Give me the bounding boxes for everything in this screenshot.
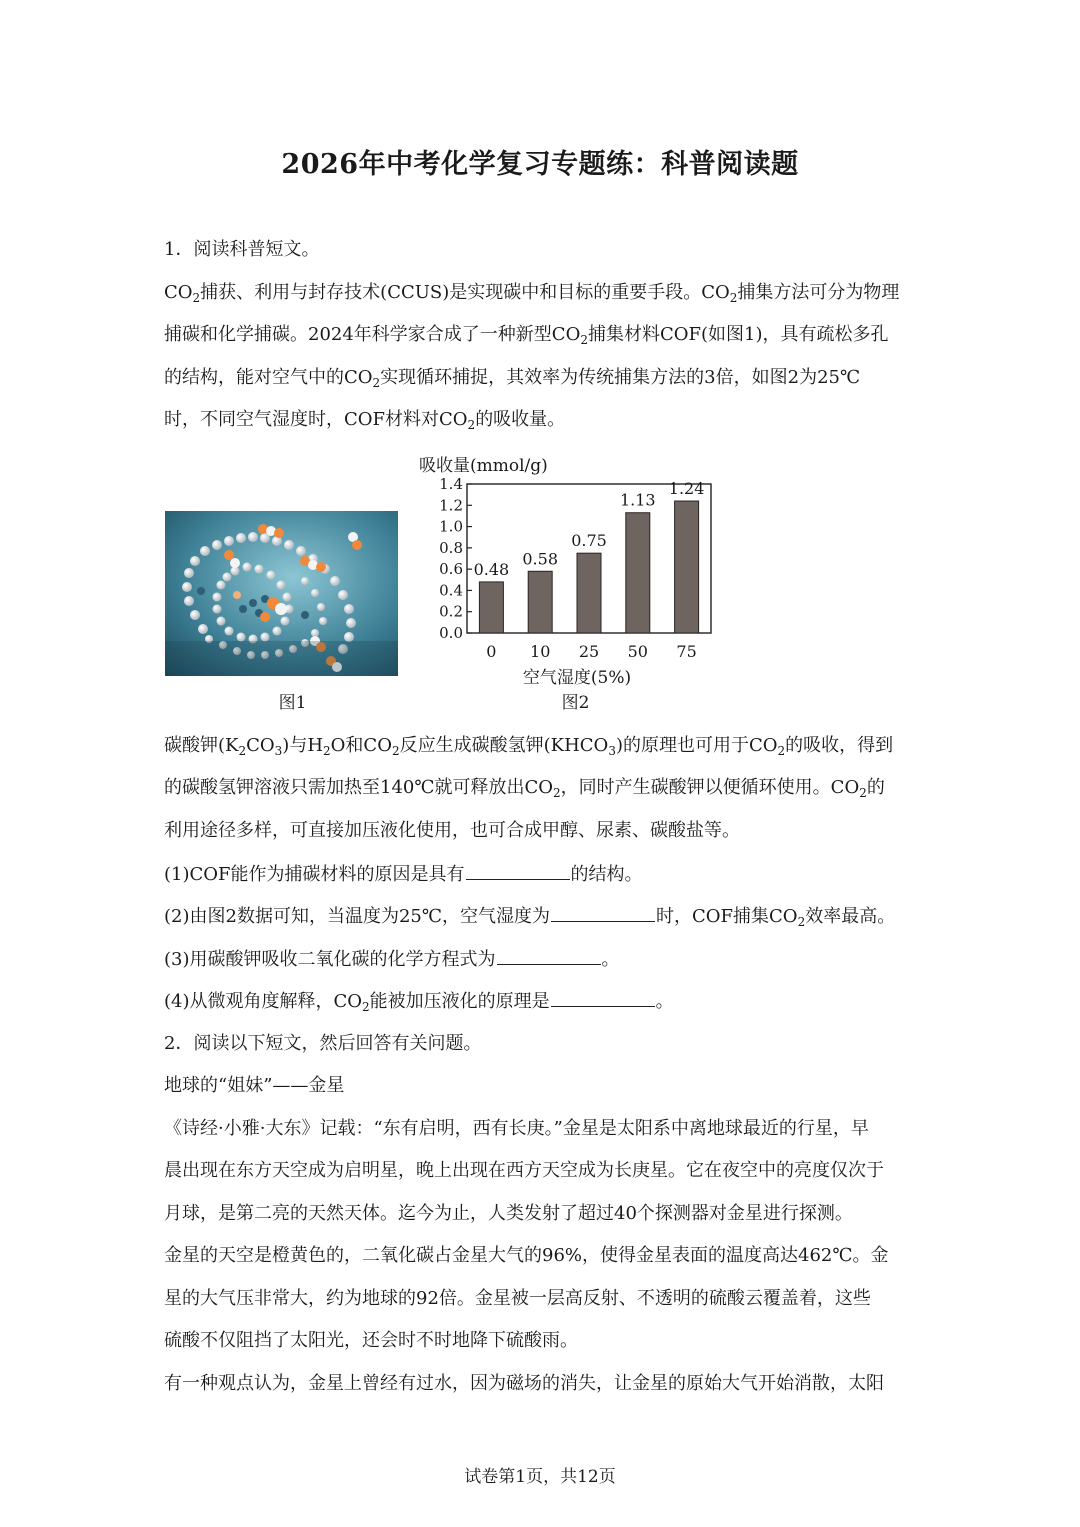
answer-blank-4[interactable] <box>551 988 655 1007</box>
chart-x-tick-label: 0 <box>486 642 497 661</box>
chart-bar-value-label: 0.75 <box>571 531 607 551</box>
chart-y-tick-label: 0.4 <box>439 581 463 600</box>
chart-bar <box>528 571 552 633</box>
chart-y-tick-label: 0.0 <box>439 624 463 642</box>
cof-structure-image <box>165 511 398 676</box>
q2-line-1: 《诗经·小雅·大东》记载：“东有启明，西有长庚。”金星是太阳系中离地球最近的行星，早 <box>164 1118 869 1139</box>
figure-2-caption: 图2 <box>561 693 590 713</box>
q1-para2-line1: 碳酸钾$(K_2CO_3)$与$H_2O$和$CO_2$反应生成碳酸氢钾$(KHCO_3)$的原理也可用于$CO_2$的吸收，得到 <box>164 735 894 758</box>
q2-intro: 2．阅读以下短文，然后回答有关问题。 <box>164 1033 482 1054</box>
chart-y-tick-label: 1.0 <box>439 517 463 536</box>
q2-line-5: 星的大气压非常大，约为地球的92倍。金星被一层高反射、不透明的硫酸云覆盖着，这些 <box>164 1288 871 1309</box>
chart-bar-value-label: 1.13 <box>619 490 656 510</box>
chart-y-tick-label: 1.2 <box>439 496 463 515</box>
q2-line-7: 有一种观点认为，金星上曾经有过水，因为磁场的消失，让金星的原始大气开始消散，太阳 <box>164 1373 884 1394</box>
chart-y-tick-label: 0.8 <box>439 538 463 557</box>
chart-x-axis-label: 空气湿度(5%) <box>522 668 632 688</box>
q2-line-6: 硫酸不仅阻挡了太阳光，还会时不时地降下硫酸雨。 <box>164 1330 578 1351</box>
chart-bar <box>675 501 699 633</box>
chart-x-tick-label: 50 <box>627 642 648 661</box>
chart-bar <box>626 513 650 633</box>
chart-bar <box>479 582 503 633</box>
q1-para1-line1: $CO_2$捕获、利用与封存技术(CCUS)是实现碳中和目标的重要手段。$CO_2$捕集方法可分为物理 <box>164 282 900 305</box>
page-title: 2026年中考化学复习专题练：科普阅读题 <box>281 149 799 180</box>
chart-y-axis-label: 吸收量(mmol/g) <box>419 456 548 476</box>
q2-line-2: 晨出现在东方天空成为启明星，晚上出现在西方天空成为长庚星。它在夜空中的亮度仅次于 <box>164 1160 884 1181</box>
absorption-bar-chart <box>415 450 745 712</box>
q1-intro: 1．阅读科普短文。 <box>164 239 320 260</box>
chart-y-tick-label: 1.4 <box>439 475 463 493</box>
q2-line-3: 月球，是第二亮的天然天体。迄今为止，人类发射了超过40个探测器对金星进行探测。 <box>164 1203 853 1224</box>
q2-line-4: 金星的天空是橙黄色的，二氧化碳占金星大气的96%，使得金星表面的温度高达462℃。金 <box>164 1245 889 1266</box>
q1-sub-question-2: (2)由图2数据可知，当温度为25℃，空气湿度为 时，COF捕集$CO_2$效率最高。 <box>164 903 924 935</box>
chart-bar-value-label: 1.24 <box>668 479 705 499</box>
q1-sub-question-3: (3)用碳酸钾吸收二氧化碳的化学方程式为 。 <box>164 946 924 973</box>
chart-bar-value-label: 0.48 <box>473 559 510 579</box>
q1-para1-line2: 捕碳和化学捕碳。2024年科学家合成了一种新型$CO_2$捕集材料COF(如图1)，具有疏松多孔 <box>164 324 889 347</box>
chart-bar-value-label: 0.58 <box>522 549 559 569</box>
chart-y-tick-label: 0.2 <box>439 602 463 621</box>
chart-x-tick-label: 75 <box>676 642 697 661</box>
answer-blank-2[interactable] <box>551 903 655 922</box>
q1-sub-question-1: (1)COF能作为捕碳材料的原因是具有 的结构。 <box>164 861 924 888</box>
q1-sub-question-4: (4)从微观角度解释，$CO_2$能被加压液化的原理是 。 <box>164 988 924 1020</box>
q1-para2-line3: 利用途径多样，可直接加压液化使用，也可合成甲醇、尿素、碳酸盐等。 <box>164 820 740 841</box>
q1-para1-line4: 时，不同空气湿度时，COF材料对$CO_2$的吸收量。 <box>164 409 566 432</box>
chart-x-tick-label: 25 <box>578 642 600 661</box>
chart-bar <box>577 553 601 633</box>
figure-1-caption: 图1 <box>278 693 307 713</box>
answer-blank-1[interactable] <box>466 861 570 880</box>
chart-y-tick-label: 0.6 <box>439 560 463 579</box>
q1-para2-line2: 的碳酸氢钾溶液只需加热至140℃就可释放出$CO_2$，同时产生碳酸钾以便循环使用。$CO_2$的 <box>164 777 885 800</box>
page-footer: 试卷第1页，共12页 <box>464 1467 616 1487</box>
answer-blank-3[interactable] <box>497 946 601 965</box>
q2-heading: 地球的“姐妹”——金星 <box>164 1075 345 1096</box>
chart-x-tick-label: 10 <box>530 642 551 661</box>
q1-para1-line3: 的结构，能对空气中的$CO_2$实现循环捕捉，其效率为传统捕集方法的3倍，如图2为25℃ <box>164 367 861 390</box>
